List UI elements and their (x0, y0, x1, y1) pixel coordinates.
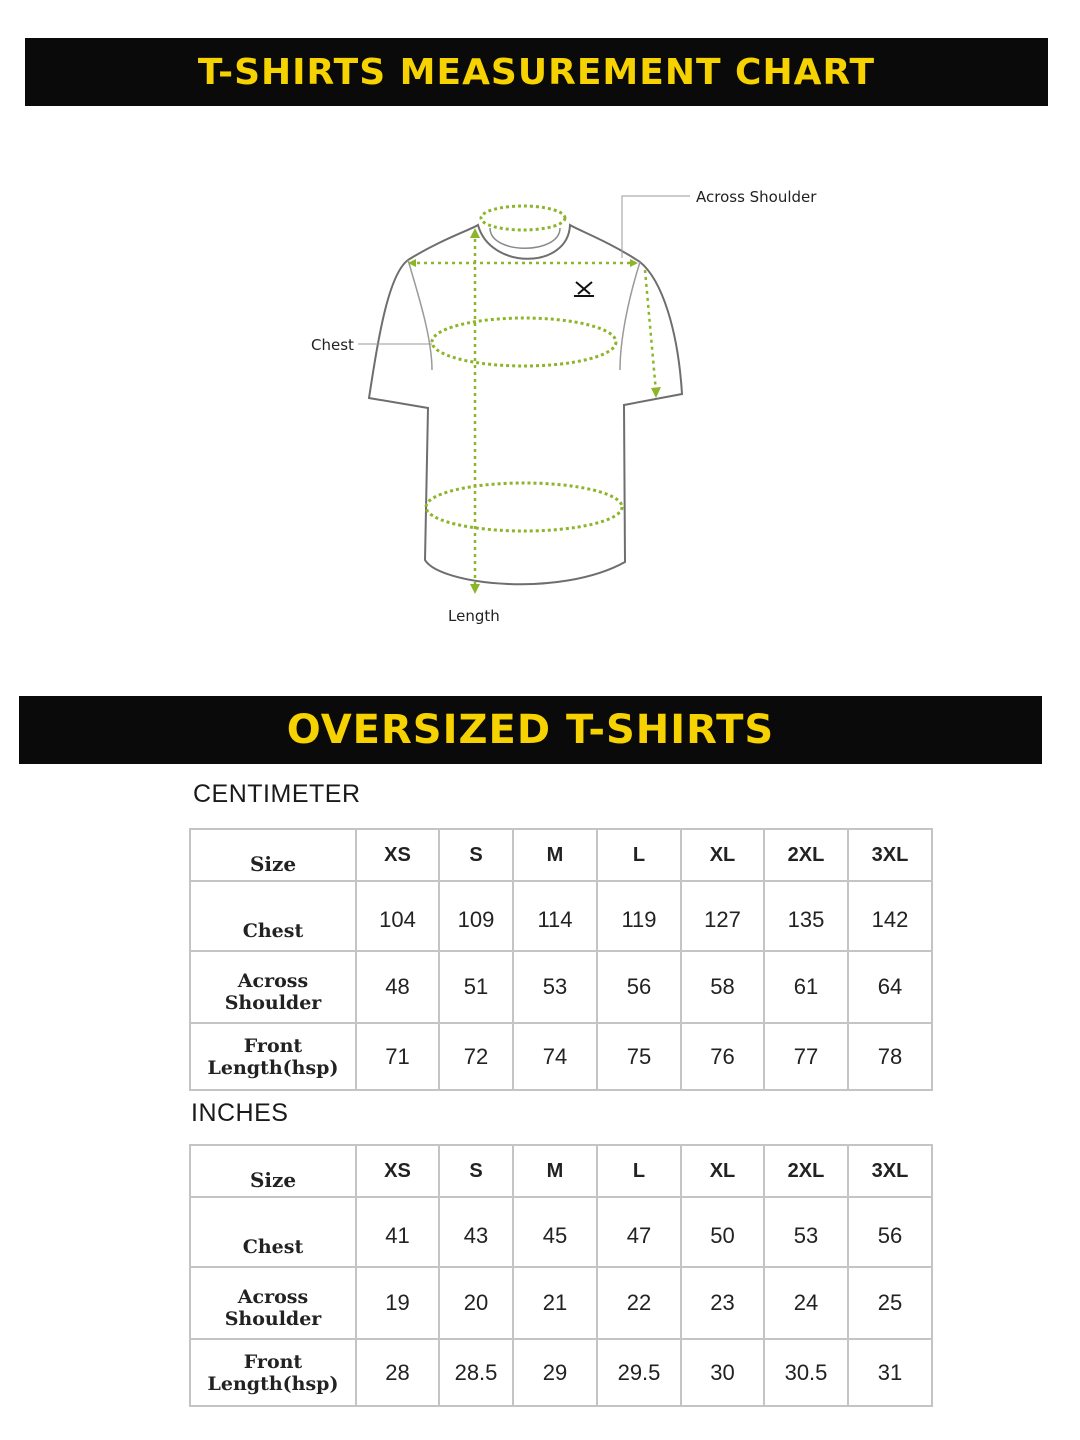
table-row (190, 951, 932, 1023)
table-cell: 64 (848, 951, 932, 1023)
table-cell: 53 (513, 951, 597, 1023)
table-header-cell: XS (356, 829, 439, 881)
table-cell: 25 (848, 1267, 932, 1339)
tshirt-diagram (0, 130, 1080, 660)
row-label: Front Length(hsp) (190, 1339, 356, 1406)
table-cell: 28.5 (439, 1339, 513, 1406)
table-row (190, 1197, 932, 1267)
table-cell: 30.5 (764, 1339, 848, 1406)
table-cell: 71 (356, 1023, 439, 1090)
table-cell: 50 (681, 1197, 764, 1267)
table-header-cell: XS (356, 1145, 439, 1197)
row-label: Across Shoulder (190, 1267, 356, 1339)
table-header-cell: Size (190, 829, 356, 881)
label-chest: Chest (311, 336, 354, 354)
row-label: Across Shoulder (190, 951, 356, 1023)
table-cell: 75 (597, 1023, 681, 1090)
table-cell: 30 (681, 1339, 764, 1406)
table-cell: 119 (597, 881, 681, 951)
label-across-shoulder: Across Shoulder (696, 188, 817, 206)
shoulder-leader-line (622, 196, 690, 258)
row-label: Chest (190, 881, 356, 951)
table-header-cell: M (513, 829, 597, 881)
table-cell: 127 (681, 881, 764, 951)
table-header-cell: S (439, 829, 513, 881)
table-cell: 56 (597, 951, 681, 1023)
table-cell: 28 (356, 1339, 439, 1406)
inches-heading: INCHES (191, 1099, 289, 1127)
table-cell: 24 (764, 1267, 848, 1339)
table-header-cell: 2XL (764, 1145, 848, 1197)
tshirt-illustration (0, 130, 1080, 660)
table-cell: 22 (597, 1267, 681, 1339)
row-label: Front Length(hsp) (190, 1023, 356, 1090)
table-row (190, 1339, 932, 1406)
table-header-cell: 2XL (764, 829, 848, 881)
table-cell: 53 (764, 1197, 848, 1267)
table-cell: 21 (513, 1267, 597, 1339)
table-cell: 31 (848, 1339, 932, 1406)
inches-size-table (189, 1144, 933, 1407)
table-cell: 135 (764, 881, 848, 951)
neck-measure-ellipse (481, 206, 565, 230)
table-cell: 43 (439, 1197, 513, 1267)
table-header-cell: 3XL (848, 829, 932, 881)
table-cell: 51 (439, 951, 513, 1023)
table-row (190, 881, 932, 951)
table-header-cell: XL (681, 829, 764, 881)
section-title: OVERSIZED T-SHIRTS (286, 707, 775, 753)
table-header-cell: XL (681, 1145, 764, 1197)
row-label: Chest (190, 1197, 356, 1267)
table-row (190, 1267, 932, 1339)
table-cell: 48 (356, 951, 439, 1023)
section-title-banner (19, 696, 1042, 764)
table-cell: 76 (681, 1023, 764, 1090)
table-cell: 20 (439, 1267, 513, 1339)
table-cell: 74 (513, 1023, 597, 1090)
table-cell: 41 (356, 1197, 439, 1267)
chart-title-banner (25, 38, 1048, 106)
label-length: Length (448, 607, 500, 625)
chart-title: T-SHIRTS MEASUREMENT CHART (197, 51, 876, 93)
centimeter-heading: CENTIMETER (193, 780, 361, 808)
centimeter-size-table (189, 828, 933, 1091)
table-header-cell: L (597, 1145, 681, 1197)
table-cell: 61 (764, 951, 848, 1023)
table-header-row (190, 829, 932, 881)
table-cell: 109 (439, 881, 513, 951)
table-cell: 114 (513, 881, 597, 951)
table-cell: 72 (439, 1023, 513, 1090)
table-cell: 142 (848, 881, 932, 951)
table-cell: 104 (356, 881, 439, 951)
table-row (190, 1023, 932, 1090)
table-header-cell: L (597, 829, 681, 881)
table-cell: 45 (513, 1197, 597, 1267)
table-cell: 78 (848, 1023, 932, 1090)
table-cell: 19 (356, 1267, 439, 1339)
table-header-cell: 3XL (848, 1145, 932, 1197)
table-cell: 29.5 (597, 1339, 681, 1406)
table-cell: 56 (848, 1197, 932, 1267)
table-cell: 47 (597, 1197, 681, 1267)
table-cell: 58 (681, 951, 764, 1023)
table-cell: 77 (764, 1023, 848, 1090)
table-header-cell: Size (190, 1145, 356, 1197)
table-cell: 23 (681, 1267, 764, 1339)
table-cell: 29 (513, 1339, 597, 1406)
table-header-row (190, 1145, 932, 1197)
table-header-cell: S (439, 1145, 513, 1197)
table-header-cell: M (513, 1145, 597, 1197)
